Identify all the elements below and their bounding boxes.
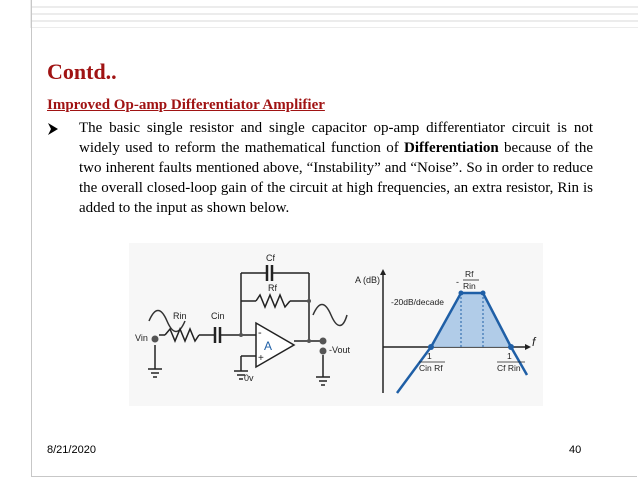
bullet-text-part1: The basic single resistor and single capacitor op-amp differentiator circuit is not widely used to reform the mathematical function of (79, 120, 593, 156)
gain-numerator: Rf (465, 269, 474, 279)
slide-title: Contd.. (47, 59, 117, 84)
bullet-emphasis: Differentiation (404, 140, 499, 156)
f1-denominator: Cin Rf (419, 363, 443, 373)
circuit-wires (148, 265, 347, 385)
bullet-text-part2: because of the two inherent faults mentioned above, “Instability” and “Noise”. So in order to reduce the overall closed-loop gain of the circuit at high frequencies, an extra resistor, Rin is added to the input as shown below. (79, 140, 593, 216)
frequency-axis-label: f (532, 335, 536, 349)
bode-slope-label: -20dB/decade (391, 297, 444, 307)
bode-plot (380, 269, 531, 393)
bullet-text (79, 118, 593, 218)
opamp-plus-label: + (258, 353, 264, 364)
gain-denominator: Rin (463, 281, 476, 291)
figure-panel (129, 243, 543, 406)
cin-label: Cin (211, 311, 225, 321)
rf-label: Rf (268, 283, 277, 293)
rin-label: Rin (173, 311, 187, 321)
gain-sign: - (456, 277, 459, 287)
slide-subtitle: Improved Op-amp Differentiator Amplifier (47, 97, 325, 113)
cf-label: Cf (266, 253, 275, 263)
figure-svg (129, 243, 543, 406)
vout-label: -Vout (329, 345, 351, 355)
f2-numerator: 1 (507, 351, 512, 361)
page-number: 40 (569, 444, 582, 456)
opamp-label: A (264, 339, 273, 353)
opamp-minus-label: - (258, 327, 262, 339)
f2-denominator: Cf Rin (497, 363, 521, 373)
arrow-bullet-icon (47, 122, 59, 136)
footer-date: 8/21/2020 (47, 444, 96, 456)
vin-label: Vin (135, 333, 148, 343)
ground-label: 0v (244, 373, 254, 383)
circuit-terminals (152, 299, 327, 355)
f1-numerator: 1 (427, 351, 432, 361)
bode-ylabel: A (dB) (355, 275, 381, 285)
